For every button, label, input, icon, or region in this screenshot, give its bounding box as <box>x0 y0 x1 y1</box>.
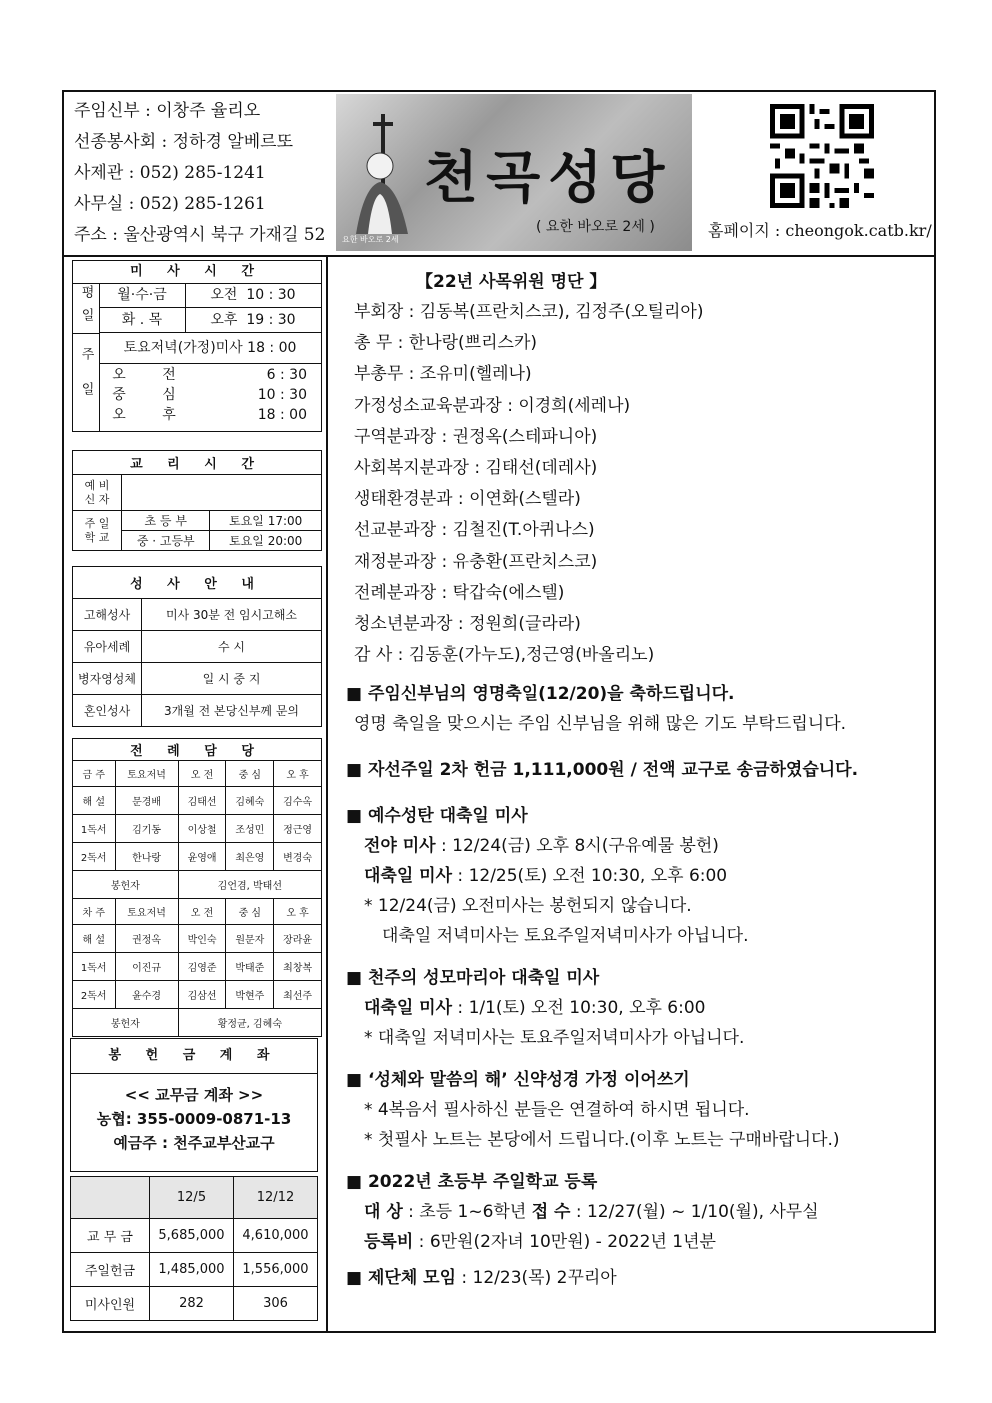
committee-member: 생태환경분과 : 이연화(스텔라) <box>354 489 581 510</box>
liturgy-cell: 장라윤 <box>274 925 322 953</box>
liturgy-cell: 김혜숙 <box>226 787 274 815</box>
notice-text: : 초등 1~6학년 <box>402 1202 532 1223</box>
notice-text: : 1/1(토) 오전 10:30, 오후 6:00 <box>452 998 706 1019</box>
pre-catechumen-label: 예 비 신 자 <box>73 475 122 511</box>
notice-text: * 첫필사 노트는 본당에서 드립니다.(이후 노트는 구매바랍니다.) <box>364 1130 840 1151</box>
notice-key: 대축일 미사 <box>364 866 453 887</box>
finance-value: 1,556,000 <box>234 1253 318 1287</box>
finance-label: 미사인원 <box>71 1287 150 1321</box>
liturgy-cell: 박현주 <box>226 981 274 1009</box>
liturgy-cell: 김태선 <box>178 787 226 815</box>
liturgy-head: 오 전 <box>178 761 226 787</box>
notice-title: ■ 주임신부님의 영명축일(12/20)을 축하드립니다. <box>346 684 735 705</box>
liturgy-head: 오 후 <box>274 899 322 925</box>
notice-key: 등록비 <box>364 1232 414 1253</box>
weekday-label: 평일 <box>73 283 100 334</box>
liturgy-cell: 윤영애 <box>178 843 226 871</box>
liturgy-cell: 최선주 <box>274 981 322 1009</box>
finance-value: 1,485,000 <box>150 1253 234 1287</box>
notice-title: ■ 예수성탄 대축일 미사 <box>346 806 528 827</box>
liturgy-cell: 최은영 <box>226 843 274 871</box>
account-holder: 예금주 : 천주교부산교구 <box>113 1134 275 1152</box>
sacrament-name: 고해성사 <box>73 599 142 631</box>
catechism-title: 교 리 시 간 <box>73 451 322 475</box>
photo-caption: 요한 바오로 2세 <box>342 235 399 244</box>
liturgy-cell: 권정옥 <box>115 925 178 953</box>
liturgy-head: 금 주 <box>73 761 116 787</box>
sacrament-info: 일 시 중 지 <box>142 663 322 695</box>
rectory-phone: 사제관 : 052) 285-1241 <box>74 163 266 183</box>
liturgy-cell: 황정균, 김혜숙 <box>178 1009 321 1037</box>
liturgy-cell: 조성민 <box>226 815 274 843</box>
account-title: 봉 헌 금 계 좌 <box>71 1039 317 1074</box>
address: 주소 : 울산광역시 북구 가재길 52 <box>74 225 326 245</box>
notice-text: * 4복음서 필사하신 분들은 연결하여 하시면 됩니다. <box>364 1100 750 1121</box>
notice-key: ■ 제단체 모임 <box>346 1268 457 1289</box>
notice-key: 접 수 <box>531 1202 571 1223</box>
sacraments-table <box>72 566 322 727</box>
catechism-table <box>72 450 322 551</box>
committee-member: 감 사 : 김동훈(가누도),정근영(바올리노) <box>354 645 655 666</box>
notice-title: ■ ‘성체와 말씀의 해’ 신약성경 가정 이어쓰기 <box>346 1070 690 1091</box>
sacrament-name: 병자영성체 <box>73 663 142 695</box>
finance-date: 12/5 <box>150 1177 234 1219</box>
bulletin-frame <box>62 90 936 1333</box>
liturgy-cell: 해 설 <box>73 925 116 953</box>
committee-member: 부총무 : 조유미(헬레나) <box>354 364 532 385</box>
qr-code-icon[interactable] <box>770 104 874 208</box>
liturgy-cell: 박태준 <box>226 953 274 981</box>
liturgy-cell: 김삼선 <box>178 981 226 1009</box>
liturgy-cell: 김수옥 <box>274 787 322 815</box>
wd1-days: 월·수·금 <box>99 283 186 307</box>
liturgy-cell: 김언겸, 박태선 <box>178 871 321 899</box>
homepage-link[interactable]: 홈페이지 : cheongok.catb.kr/ <box>708 221 932 240</box>
mass-times-box <box>72 260 322 432</box>
liturgy-cell: 원문자 <box>226 925 274 953</box>
wd1-time: 오전 10 : 30 <box>210 287 296 303</box>
middle-high-time: 토요일 20:00 <box>210 531 322 551</box>
pope-photo <box>346 114 416 234</box>
committee-member: 청소년분과장 : 정원희(글라라) <box>354 614 581 635</box>
s1-b: 전 <box>162 367 176 383</box>
liturgy-head: 중 심 <box>226 761 274 787</box>
liturgy-table <box>72 738 322 1037</box>
committee-member: 전례분과장 : 탁갑숙(에스텔) <box>354 582 565 603</box>
sacrament-info: 3개월 전 본당신부께 문의 <box>142 695 322 727</box>
liturgy-cell: 윤수경 <box>115 981 178 1009</box>
liturgy-head: 토요저녁 <box>115 761 178 787</box>
liturgy-title: 전 례 담 당 <box>73 739 322 761</box>
sacraments-title: 성 사 안 내 <box>73 567 322 599</box>
sunday-label: 주일 <box>73 333 100 431</box>
notice-title: ■ 천주의 성모마리아 대축일 미사 <box>346 968 600 989</box>
liturgy-cell: 이상철 <box>178 815 226 843</box>
finance-table <box>70 1176 318 1321</box>
notice-key: 대 상 <box>364 1202 403 1223</box>
pastor: 주임신부 : 이창주 율리오 <box>74 101 261 121</box>
liturgy-cell: 박인숙 <box>178 925 226 953</box>
committee-member: 구역분과장 : 권정옥(스테파니아) <box>354 426 598 447</box>
liturgy-cell: 정근영 <box>274 815 322 843</box>
notice-text: : 6만원(2자녀 10만원) - 2022년 1년분 <box>413 1232 716 1253</box>
finance-value: 5,685,000 <box>150 1219 234 1253</box>
liturgy-cell: 해 설 <box>73 787 116 815</box>
middle-high: 중 · 고등부 <box>122 531 210 551</box>
notice-text: 영명 축일을 맞으시는 주임 신부님을 위해 많은 기도 부탁드립니다. <box>354 714 847 735</box>
donation-account-box <box>70 1038 318 1172</box>
liturgy-head: 중 심 <box>226 899 274 925</box>
finance-label: 교 무 금 <box>71 1219 150 1253</box>
divider <box>326 255 328 1331</box>
liturgy-cell: 문경배 <box>115 787 178 815</box>
liturgy-cell: 김영준 <box>178 953 226 981</box>
liturgy-cell: 1독서 <box>73 953 116 981</box>
mass-times-title: 미 사 시 간 <box>73 261 321 284</box>
church-name: 천곡성당 <box>424 145 673 211</box>
church-info <box>74 96 325 251</box>
committee-member: 사회복지분과장 : 김태선(데레사) <box>354 458 598 479</box>
liturgy-cell: 1독서 <box>73 815 116 843</box>
s3-time: 18 : 00 <box>257 407 307 423</box>
liturgy-head: 토요저녁 <box>115 899 178 925</box>
main-content <box>346 267 946 1293</box>
liturgy-head: 오 후 <box>274 761 322 787</box>
liturgy-head: 오 전 <box>178 899 226 925</box>
notice-text: 대축일 저녁미사는 토요주일저녁미사가 아닙니다. <box>382 926 749 947</box>
notice-text: * 대축일 저녁미사는 토요주일저녁미사가 아닙니다. <box>364 1028 745 1049</box>
s1-a: 오 <box>112 367 126 383</box>
patron: ( 요한 바오로 2세 ) <box>536 219 655 235</box>
office-phone: 사무실 : 052) 285-1261 <box>74 194 266 214</box>
committee-member: 총 무 : 한나랑(쁘리스카) <box>354 333 538 354</box>
saturday-evening-mass: 토요저녁(가정)미사 18 : 00 <box>99 333 321 364</box>
sacrament-info: 미사 30분 전 임시고해소 <box>142 599 322 631</box>
finance-value: 306 <box>234 1287 318 1321</box>
committee-heading: 【22년 사목위원 명단 】 <box>416 272 607 292</box>
liturgy-cell: 최창복 <box>274 953 322 981</box>
liturgy-cell: 김기동 <box>115 815 178 843</box>
wd2-time: 오후 19 : 30 <box>185 307 321 333</box>
finance-value: 4,610,000 <box>234 1219 318 1253</box>
elementary: 초 등 부 <box>122 511 210 531</box>
liturgy-cell: 변경숙 <box>274 843 322 871</box>
notice-text: : 12/24(금) 오후 8시(구유예물 봉헌) <box>435 836 719 857</box>
notice-key: 전야 미사 <box>364 836 436 857</box>
finance-label: 주일헌금 <box>71 1253 150 1287</box>
s2-time: 10 : 30 <box>257 387 307 403</box>
sacrament-name: 유아세례 <box>73 631 142 663</box>
sunday-school-label: 주 일 학 교 <box>73 511 122 551</box>
sacrament-info: 수 시 <box>142 631 322 663</box>
s3-b: 후 <box>162 407 176 423</box>
account-number: 농협: 355-0009-0871-13 <box>96 1110 292 1128</box>
liturgy-cell: 이진규 <box>115 953 178 981</box>
assistant: 선종봉사회 : 정하경 알베르또 <box>74 132 294 152</box>
committee-member: 부회장 : 김동복(프란치스코), 김정주(오틸리아) <box>354 302 704 322</box>
notice-text: : 12/23(목) 2꾸리아 <box>456 1268 617 1289</box>
finance-date: 12/12 <box>234 1177 318 1219</box>
finance-value: 282 <box>150 1287 234 1321</box>
notice-text: : 12/27(월) ~ 1/10(월), 사무실 <box>570 1202 819 1223</box>
church-banner <box>336 94 692 251</box>
s1-time: 6 : 30 <box>266 367 307 383</box>
notice-text: : 12/25(토) 오전 10:30, 오후 6:00 <box>452 866 728 887</box>
liturgy-cell: 봉헌자 <box>73 1009 179 1037</box>
liturgy-cell: 2독서 <box>73 843 116 871</box>
elementary-time: 토요일 17:00 <box>210 511 322 531</box>
liturgy-cell: 한나랑 <box>115 843 178 871</box>
committee-member: 재정분과장 : 유충환(프란치스코) <box>354 551 598 572</box>
notice-key: 대축일 미사 <box>364 998 453 1019</box>
liturgy-head: 차 주 <box>73 899 116 925</box>
liturgy-cell: 2독서 <box>73 981 116 1009</box>
notice-title: ■ 2022년 초등부 주일학교 등록 <box>346 1172 598 1193</box>
s2-b: 심 <box>162 387 176 403</box>
s3-a: 오 <box>112 407 126 423</box>
divider <box>64 255 934 257</box>
s2-a: 중 <box>112 387 126 403</box>
notice-title: ■ 자선주일 2차 헌금 1,111,000원 / 전액 교구로 송금하였습니다. <box>346 760 859 781</box>
liturgy-cell: 봉헌자 <box>73 871 179 899</box>
committee-member: 가정성소교육분과장 : 이경희(세레나) <box>354 395 631 416</box>
wd2-days: 화 . 목 <box>99 307 186 333</box>
account-heading: << 교무금 계좌 >> <box>124 1086 264 1104</box>
committee-member: 선교분과장 : 김철진(T.아퀴나스) <box>354 520 595 541</box>
notice-text: * 12/24(금) 오전미사는 봉헌되지 않습니다. <box>364 896 692 917</box>
sacrament-name: 혼인성사 <box>73 695 142 727</box>
